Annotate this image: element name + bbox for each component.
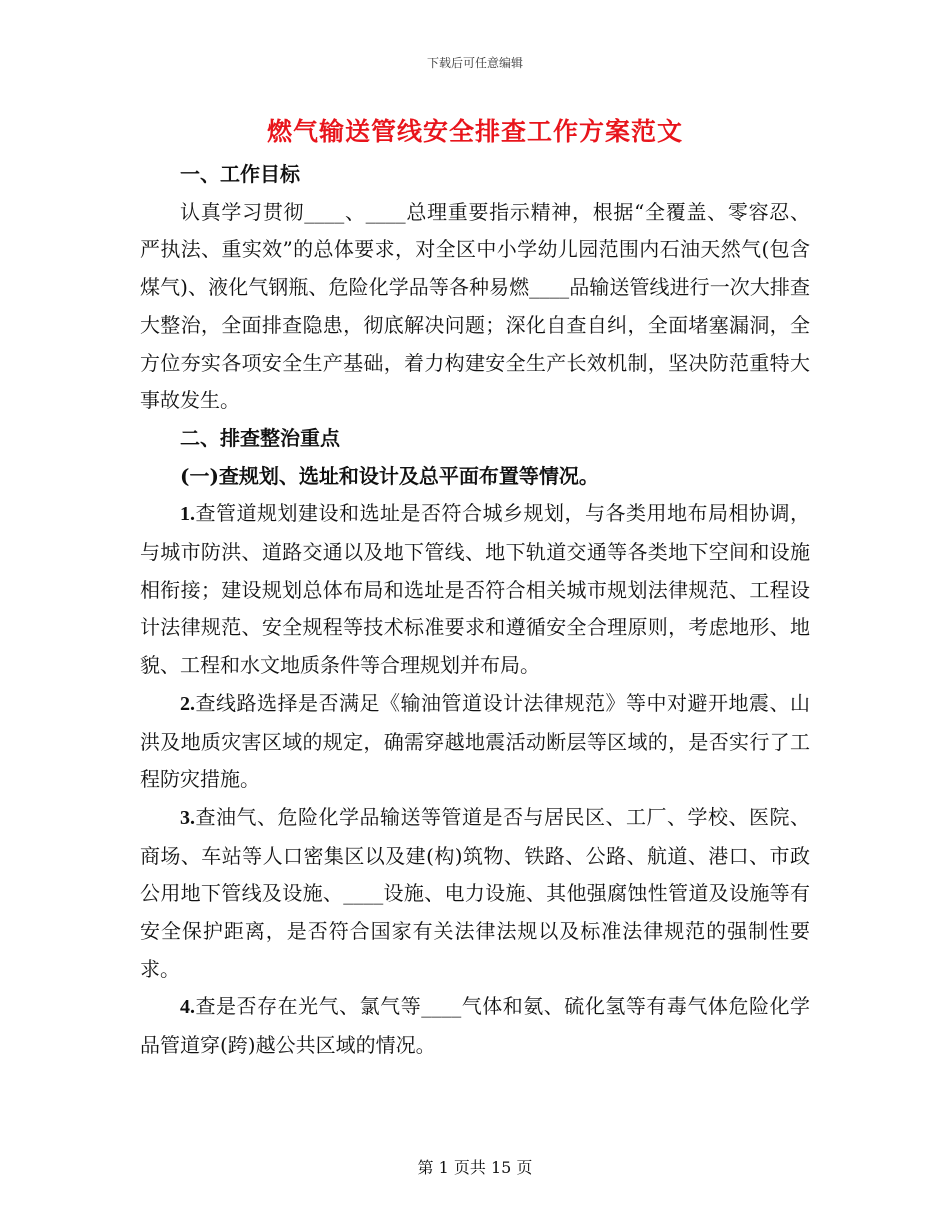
list-item-3-text: 查油气、危险化学品输送等管道是否与居民区、工厂、学校、医院、商场、车站等人口密集区以及建(构)筑物、铁路、公路、航道、港口、市政公用地下管线及设施、____设施、电力设施、其他强腐蚀性管道及设施等有安全保护距离，是否符合国家有关法律法规以及标准法律规范的强制性要求。 — [140, 804, 810, 981]
list-item-4-text: 查是否存在光气、氯气等____气体和氨、硫化氢等有毒气体危险化学品管道穿(跨)越公共区域的情况。 — [140, 994, 810, 1058]
list-item-3-number: 3. — [180, 806, 195, 829]
section-heading-goals: 一、工作目标 — [180, 162, 300, 186]
list-item-2-number: 2. — [180, 692, 195, 715]
list-item-3 — [140, 799, 810, 989]
page-footer: 第 1 页共 15 页 — [417, 1158, 533, 1177]
list-item-1-number: 1. — [180, 503, 195, 526]
list-item-4-number: 4. — [180, 996, 195, 1019]
page-header-note: 下载后可任意编辑 — [426, 56, 523, 70]
list-item-2 — [140, 685, 810, 799]
section-heading-key-points: 二、排查整治重点 — [180, 425, 340, 450]
document-title: 燃气输送管线安全排查工作方案范文 — [266, 117, 683, 146]
list-item-2-text: 查线路选择是否满足《输油管道设计法律规范》等中对避开地震、山洪及地质灾害区域的规定，确需穿越地震活动断层等区域的，是否实行了工程防灾措施。 — [140, 690, 810, 792]
list-item-1 — [140, 495, 810, 685]
document-body — [140, 156, 810, 1065]
subsection-heading-planning: (一)查规划、选址和设计及总平面布置等情况。 — [180, 463, 599, 488]
list-item-4 — [140, 988, 810, 1064]
paragraph-goals: 认真学习贯彻____、____总理重要指示精神，根据“全覆盖、零容忍、严执法、重实效”的总体要求，对全区中小学幼儿园范围内石油天然气(包含煤气)、液化气钢瓶、危险化学品等各种易燃____品输送管线进行一次大排查大整治，全面排查隐患，彻底解决问题；深化自查自纠，全面堵塞漏洞，全方位夯实各项安全生产基础，着力构建安全生产长效机制，坚决防范重特大事故发生。 — [140, 199, 810, 413]
list-item-1-text: 查管道规划建设和选址是否符合城乡规划，与各类用地布局相协调，与城市防洪、道路交通以及地下管线、地下轨道交通等各类地下空间和设施相衔接；建设规划总体布局和选址是否符合相关城市规划法律规范、工程设计法律规范、安全规程等技术标准要求和遵循安全合理原则，考虑地形、地貌、工程和水文地质条件等合理规划并布局。 — [140, 501, 810, 678]
